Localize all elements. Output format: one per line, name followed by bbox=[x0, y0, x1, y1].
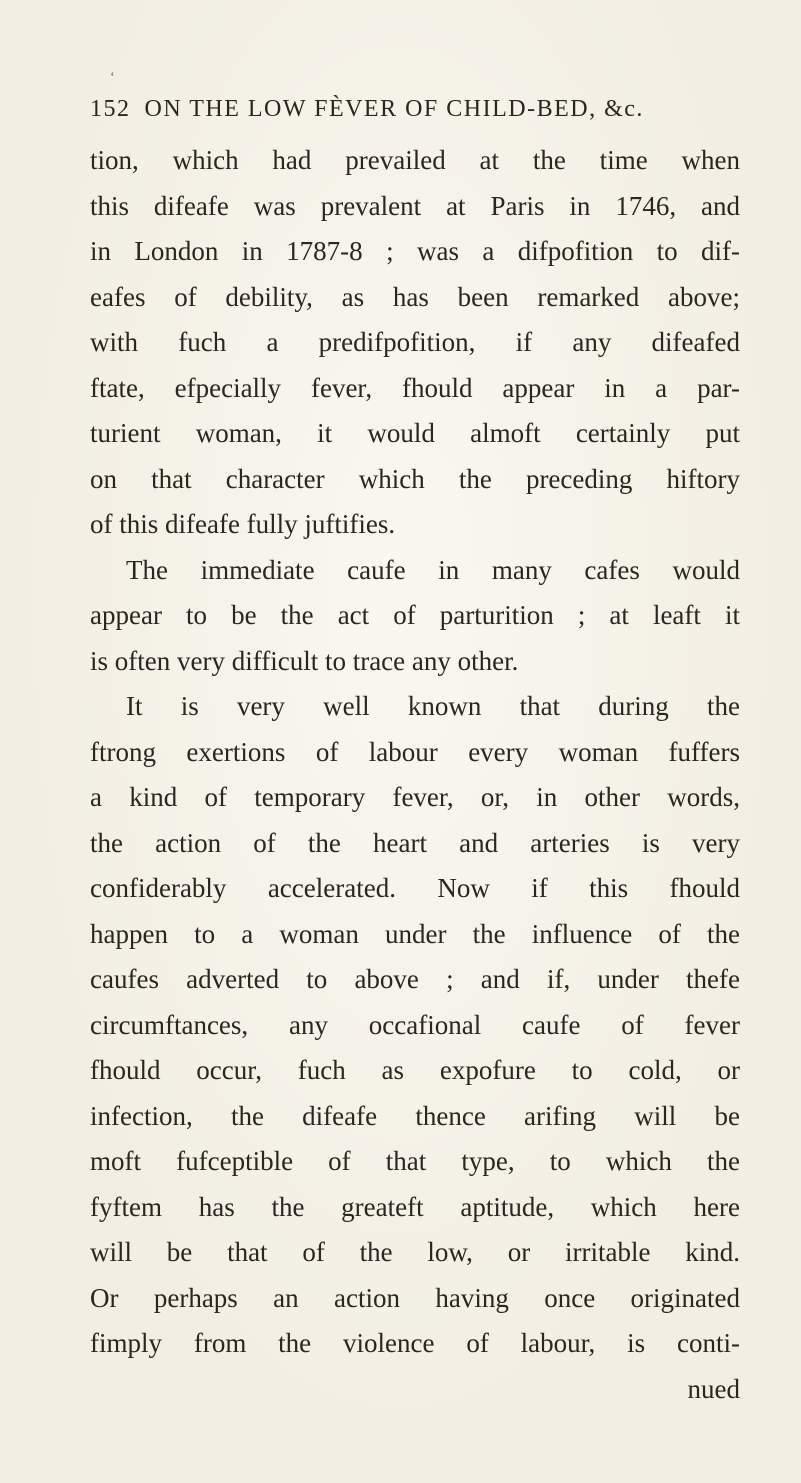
text-line: circumftances, any occafional caufe of fever bbox=[90, 1009, 740, 1040]
text-line: fhould occur, fuch as expofure to cold, or bbox=[90, 1055, 740, 1085]
text-line: confiderably accelerated. Now if this fhould bbox=[90, 873, 740, 903]
text-line: fyftem has the greateft aptitude, which here bbox=[90, 1191, 740, 1222]
text-line: happen to a woman under the influence of the bbox=[90, 918, 740, 949]
text-line: appear to be the act of parturition ; at leaft it bbox=[90, 600, 740, 630]
text-line: fimply from the violence of labour, is conti- bbox=[90, 1328, 740, 1358]
text-line: Or perhaps an action having once originated bbox=[90, 1282, 740, 1313]
text-line: caufes adverted to above ; and if, under thefe bbox=[90, 964, 740, 994]
text-line: is often very difficult to trace any other. bbox=[90, 645, 519, 676]
text-line: on that character which the preceding hiftory bbox=[90, 463, 740, 494]
text-line: in London in 1787-8 ; was a difpofition to dif- bbox=[90, 236, 740, 266]
running-header bbox=[90, 96, 730, 123]
text-line: turient woman, it would almoft certainly put bbox=[90, 418, 740, 448]
text-line: ftate, efpecially fever, fhould appear in a par- bbox=[90, 372, 740, 403]
text-line: moft fufceptible of that type, to which the bbox=[90, 1146, 740, 1176]
text-line: this difeafe was prevalent at Paris in 1746, and bbox=[90, 190, 740, 221]
stray-ink-mark: ‘ bbox=[110, 70, 115, 85]
text-line: ftrong exertions of labour every woman fuffers bbox=[90, 736, 740, 767]
page-number: 152 bbox=[90, 96, 131, 122]
text-line: a kind of temporary fever, or, in other words, bbox=[90, 782, 740, 812]
text-line: of this difeafe fully juftifies. bbox=[90, 509, 396, 539]
body-text bbox=[90, 138, 740, 1412]
text-line: with fuch a predifpofition, if any difeafed bbox=[90, 327, 740, 357]
text-line: the action of the heart and arteries is very bbox=[90, 827, 740, 858]
text-line: The immediate caufe in many cafes would bbox=[126, 554, 740, 585]
text-line: will be that of the low, or irritable kind. bbox=[90, 1237, 740, 1267]
running-title: ON THE LOW FÈVER OF CHILD-BED, &c. bbox=[144, 96, 644, 122]
catchword: nued bbox=[687, 1373, 740, 1404]
text-line: tion, which had prevailed at the time when bbox=[90, 145, 740, 175]
text-line: eafes of debility, as has been remarked above; bbox=[90, 281, 740, 312]
text-line: It is very well known that during the bbox=[126, 691, 740, 721]
text-line: infection, the difeafe thence arifing will be bbox=[90, 1100, 740, 1131]
